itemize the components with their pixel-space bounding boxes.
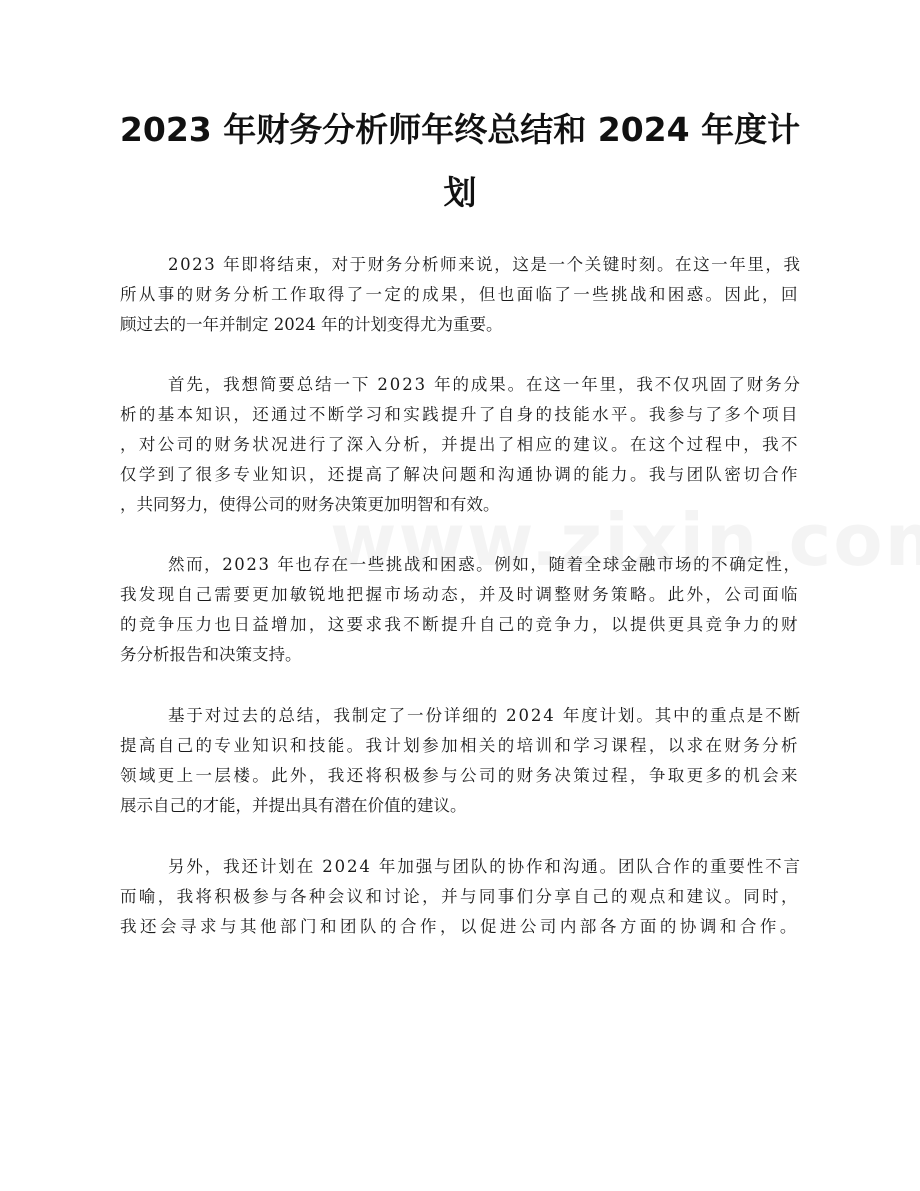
body-text-line: 2023 年即将结束，对于财务分析师来说，这是一个关键时刻。在这一年里，我 [168, 255, 802, 274]
body-text-line: 务分析报告和决策支持。 [120, 645, 302, 664]
body-text-line: 我还会寻求与其他部门和团队的合作，以促进公司内部各方面的协调和合作。 [120, 917, 800, 936]
document-title-line-2: 划 [443, 173, 477, 212]
body-text-line: 的竞争压力也日益增加，这要求我不断提升自己的竞争力，以提供更具竞争力的财 [120, 615, 800, 634]
body-text-line: 然而，2023 年也存在一些挑战和困惑。例如，随着全球金融市场的不确定性， [168, 555, 802, 574]
body-text-line: 我发现自己需要更加敏锐地把握市场动态，并及时调整财务策略。此外，公司面临 [120, 585, 800, 604]
body-text-line: 首先，我想简要总结一下 2023 年的成果。在这一年里，我不仅巩固了财务分 [168, 375, 802, 394]
body-text-line: 仅学到了很多专业知识，还提高了解决问题和沟通协调的能力。我与团队密切合作 [120, 465, 800, 484]
body-text-line: 另外，我还计划在 2024 年加强与团队的协作和沟通。团队合作的重要性不言 [168, 857, 802, 876]
body-text-line: ，对公司的财务状况进行了深入分析，并提出了相应的建议。在这个过程中，我不 [120, 435, 800, 454]
body-text-line: 提高自己的专业知识和技能。我计划参加相关的培训和学习课程，以求在财务分析 [120, 736, 800, 755]
body-text-line: 展示自己的才能，并提出具有潜在价值的建议。 [120, 796, 467, 815]
body-text-line: 所从事的财务分析工作取得了一定的成果，但也面临了一些挑战和困惑。因此，回 [120, 285, 800, 304]
body-text-line: 顾过去的一年并制定 2024 年的计划变得尤为重要。 [120, 315, 503, 334]
body-text-line: 析的基本知识，还通过不断学习和实践提升了自身的技能水平。我参与了多个项目 [120, 405, 800, 424]
body-text-line: 领域更上一层楼。此外，我还将积极参与公司的财务决策过程，争取更多的机会来 [120, 766, 800, 785]
body-text-line: 而喻，我将积极参与各种会议和讨论，并与同事们分享自己的观点和建议。同时， [120, 887, 800, 906]
document-title-line-1: 2023 年财务分析师年终总结和 2024 年度计 [119, 110, 801, 149]
body-text-line: 基于对过去的总结，我制定了一份详细的 2024 年度计划。其中的重点是不断 [168, 706, 802, 725]
body-text-line: ，共同努力，使得公司的财务决策更加明智和有效。 [120, 495, 500, 514]
